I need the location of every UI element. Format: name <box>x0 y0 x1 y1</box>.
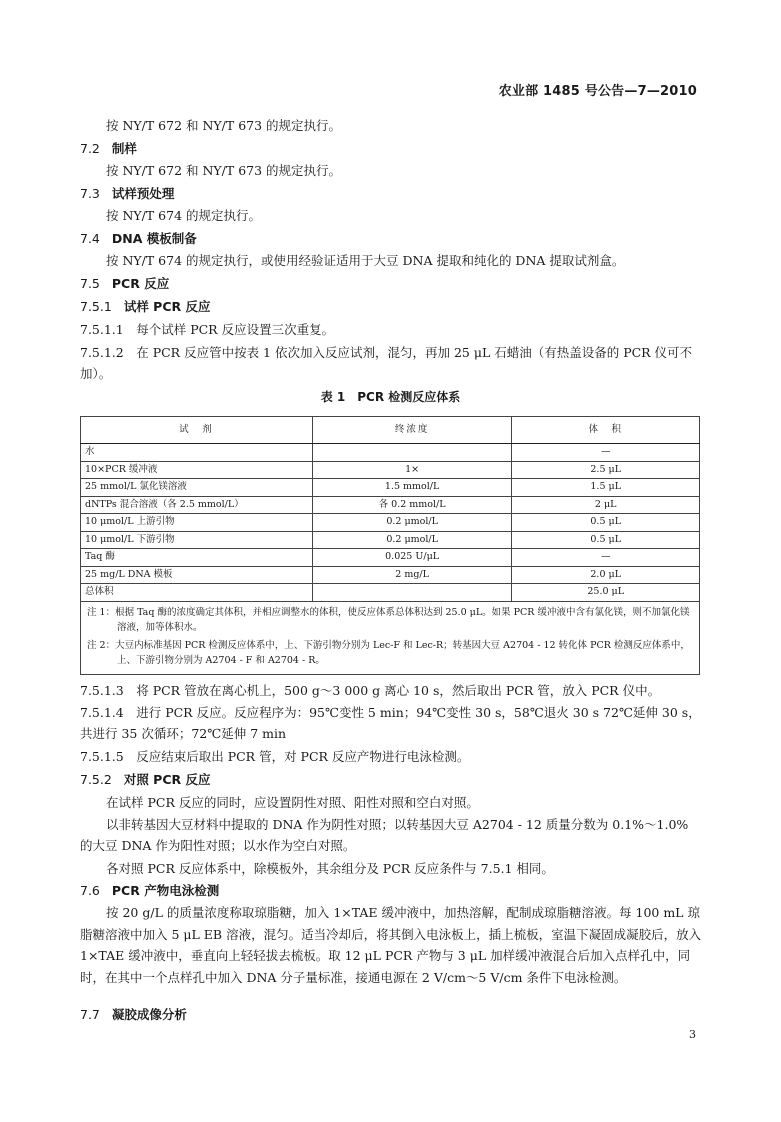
table-cell: 10 μmol/L 上游引物 <box>81 514 313 532</box>
table-cell <box>312 584 512 602</box>
table-cell: 2 μL <box>512 496 700 514</box>
pcr-reaction-table <box>80 416 700 675</box>
table-row <box>81 461 700 479</box>
table-row <box>81 566 700 584</box>
section-number: 7.5 <box>80 276 100 291</box>
paragraph: 按 NY/T 674 的规定执行。 <box>106 208 262 223</box>
section-heading-7-4 <box>80 228 702 250</box>
paragraph: 在试样 PCR 反应的同时，应设置阴性对照、阳性对照和空白对照。 <box>106 795 479 810</box>
table-header-row <box>81 417 700 444</box>
paragraph: 按 NY/T 672 和 NY/T 673 的规定执行。 <box>106 118 342 133</box>
table-cell: 2.5 μL <box>512 461 700 479</box>
table-cell: 25 mg/L DNA 模板 <box>81 566 313 584</box>
table-cell: 10 μmol/L 下游引物 <box>81 531 313 549</box>
table-cell: 25 mmol/L 氯化镁溶液 <box>81 479 313 497</box>
section-number: 7.2 <box>80 141 100 156</box>
column-header: 体 积 <box>512 417 700 444</box>
table-row <box>81 531 700 549</box>
paragraph: 按 NY/T 672 和 NY/T 673 的规定执行。 <box>106 163 342 178</box>
paragraph: 按 NY/T 674 的规定执行，或使用经验证适用于大豆 DNA 提取和纯化的 DNA 提取试剂盒。 <box>106 253 625 268</box>
table-cell: 10×PCR 缓冲液 <box>81 461 313 479</box>
table-cell <box>312 444 512 462</box>
section-title: PCR 反应 <box>111 276 170 291</box>
table-cell: 1× <box>312 461 512 479</box>
section-number: 7.5.1 <box>80 299 112 314</box>
table-notes <box>81 601 700 674</box>
column-header: 终浓度 <box>312 417 512 444</box>
section-title: PCR 产物电泳检测 <box>111 883 220 898</box>
table-cell: 1.5 μL <box>512 479 700 497</box>
section-title: 对照 PCR 反应 <box>123 772 211 787</box>
section-number: 7.6 <box>80 883 100 898</box>
table-cell: 1.5 mmol/L <box>312 479 512 497</box>
table-cell: 0.5 μL <box>512 514 700 532</box>
section-title: 制样 <box>111 141 137 156</box>
table-note: 注 2：大豆内标准基因 PCR 检测反应体系中，上、下游引物分别为 Lec-F 和 Lec-R；转基因大豆 A2704 - 12 转化体 PCR 检测反应体系中，上、下游引物分别为 A2704 - F 和 A2704 - R。 <box>87 639 690 666</box>
section-heading-7-7 <box>80 1004 702 1026</box>
paragraph: 按 20 g/L 的质量浓度称取琼脂糖，加入 1×TAE 缓冲液中，加热溶解，配制成琼脂糖溶液。每 100 mL 琼脂糖溶液中加入 5 μL EB 溶液，混匀。适当冷却后，将其倒入电泳板上，插上梳板，室温下凝固成凝胶后，放入 1×TAE 缓冲液中，垂直向上轻轻拔去梳板。取 12 μL PCR 产物与 3 μL 加样缓冲液混合后加入点样孔中，同时，在其中一个点样孔中加入 DNA 分子量标准，接通电源在 2 V/cm～5 V/cm 条件下电泳检测。 <box>80 905 702 985</box>
section-title: 试样预处理 <box>111 186 175 201</box>
section-title: 凝胶成像分析 <box>111 1007 187 1022</box>
paragraph: 7.5.1.2 在 PCR 反应管中按表 1 依次加入反应试剂，混匀，再加 25 μL 石蜡油（有热盖设备的 PCR 仪可不加）。 <box>80 345 693 381</box>
table-cell: 0.2 μmol/L <box>312 514 512 532</box>
table-cell: 2 mg/L <box>312 566 512 584</box>
column-header: 试 剂 <box>81 417 313 444</box>
table-cell: 水 <box>81 444 313 462</box>
paragraph: 7.5.1.4 进行 PCR 反应。反应程序为：95℃变性 5 min；94℃变性 30 s，58℃退火 30 s 72℃延伸 30 s，共进行 35 次循环；72℃延伸 7 min <box>80 705 701 741</box>
section-number: 7.3 <box>80 186 100 201</box>
document-header: 农业部 1485 号公告—7—2010 <box>498 84 697 99</box>
paragraph: 7.5.1.3 将 PCR 管放在离心机上，500 g～3 000 g 离心 10 s，然后取出 PCR 管，放入 PCR 仪中。 <box>80 683 661 698</box>
section-heading-7-5-2 <box>80 769 702 791</box>
table-cell: dNTPs 混合溶液（各 2.5 mmol/L） <box>81 496 313 514</box>
section-heading-7-5 <box>80 273 702 295</box>
page-number: 3 <box>689 1028 696 1041</box>
table-cell: 总体积 <box>81 584 313 602</box>
table-cell: Taq 酶 <box>81 549 313 567</box>
section-number: 7.4 <box>80 231 100 246</box>
table-cell: 2.0 μL <box>512 566 700 584</box>
paragraph: 7.5.1.1 每个试样 PCR 反应设置三次重复。 <box>80 322 335 337</box>
table-cell: 0.5 μL <box>512 531 700 549</box>
table-row <box>81 479 700 497</box>
table-cell: — <box>512 444 700 462</box>
table-cell: 0.025 U/μL <box>312 549 512 567</box>
paragraph: 以非转基因大豆材料中提取的 DNA 作为阴性对照；以转基因大豆 A2704 - 12 质量分数为 0.1%～1.0% 的大豆 DNA 作为阳性对照；以水作为空白对照。 <box>80 817 689 853</box>
table-cell: 25.0 μL <box>512 584 700 602</box>
table-cell: 各 0.2 mmol/L <box>312 496 512 514</box>
section-number: 7.5.2 <box>80 772 112 787</box>
table-caption: 表 1 PCR 检测反应体系 <box>320 390 461 404</box>
table-row <box>81 444 700 462</box>
paragraph: 7.5.1.5 反应结束后取出 PCR 管，对 PCR 反应产物进行电泳检测。 <box>80 749 470 764</box>
section-heading-7-2 <box>80 138 702 160</box>
section-title: 试样 PCR 反应 <box>123 299 211 314</box>
paragraph: 各对照 PCR 反应体系中，除模板外，其余组分及 PCR 反应条件与 7.5.1 相同。 <box>106 861 554 876</box>
section-title: DNA 模板制备 <box>111 231 197 246</box>
table-notes-row <box>81 601 700 674</box>
section-number: 7.7 <box>80 1007 100 1022</box>
table-cell: 0.2 μmol/L <box>312 531 512 549</box>
table-row <box>81 496 700 514</box>
table-note: 注 1：根据 Taq 酶的浓度确定其体积，并相应调整水的体积，使反应体系总体积达到 25.0 μL。如果 PCR 缓冲液中含有氯化镁，则不加氯化镁溶液，加等体积水。 <box>87 606 690 633</box>
section-heading-7-3 <box>80 183 702 205</box>
section-heading-7-6 <box>80 880 702 902</box>
table-row <box>81 514 700 532</box>
table-row <box>81 549 700 567</box>
table-cell: — <box>512 549 700 567</box>
section-heading-7-5-1 <box>80 296 702 318</box>
table-row-total <box>81 584 700 602</box>
